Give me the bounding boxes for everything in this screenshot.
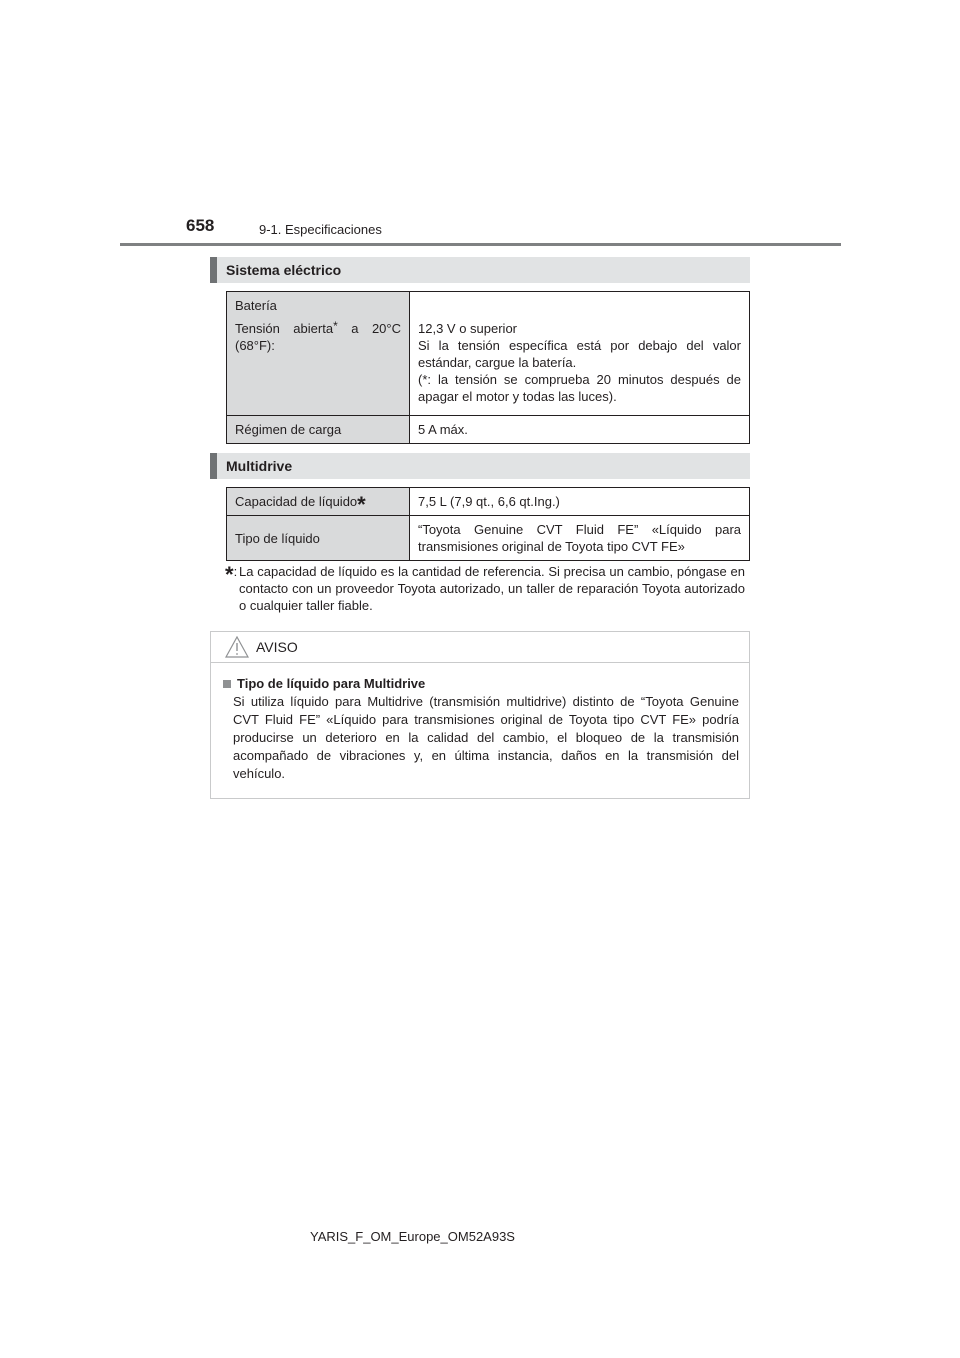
table-row bbox=[227, 488, 750, 516]
open-voltage-footnote: (*: la tensión se comprueba 20 minutos después de apagar el motor y todas las luces). bbox=[418, 372, 741, 404]
charge-rate-value: 5 A máx. bbox=[410, 416, 750, 444]
header-divider bbox=[120, 243, 841, 246]
multidrive-heading: Multidrive bbox=[210, 453, 750, 479]
open-voltage-note: Si la tensión específica está por debajo del valor estándar, cargue la batería. bbox=[418, 338, 741, 370]
capacity-value: 7,5 L (7,9 qt., 6,6 qt.Ing.) bbox=[410, 488, 750, 516]
battery-label: Batería bbox=[235, 298, 277, 313]
document-code: YARIS_F_OM_Europe_OM52A93S bbox=[310, 1229, 515, 1244]
electrical-table bbox=[226, 291, 750, 444]
footnote-text: La capacidad de líquido es la cantidad de referencia. Si precisa un cambio, póngase en contacto con un proveedor Toyota autorizado, un taller de reparación Toyota autorizado o cualquier taller fiable. bbox=[239, 564, 745, 613]
warning-item-heading: Tipo de líquido para Multidrive bbox=[223, 675, 739, 693]
charge-rate-label: Régimen de carga bbox=[227, 416, 410, 444]
table-row bbox=[227, 416, 750, 444]
page-number: 658 bbox=[186, 216, 215, 235]
footnote-marker: *: bbox=[225, 562, 238, 587]
capacity-footnote bbox=[225, 563, 745, 614]
battery-value-cell bbox=[410, 292, 750, 416]
warning-header bbox=[211, 632, 749, 663]
table-row bbox=[227, 516, 750, 561]
warning-triangle-icon bbox=[225, 636, 249, 658]
electrical-heading: Sistema eléctrico bbox=[210, 257, 750, 283]
table-row bbox=[227, 292, 750, 416]
open-voltage-value: 12,3 V o superior bbox=[418, 321, 518, 336]
warning-title: AVISO bbox=[256, 639, 298, 655]
warning-box bbox=[210, 631, 750, 799]
fluid-type-value: “Toyota Genuine CVT Fluid FE” «Líquido para transmisiones original de Toyota tipo CVT FE» bbox=[410, 516, 750, 561]
open-voltage-label: Tensión abierta* a 20°C (68°F): bbox=[235, 319, 401, 353]
warning-body bbox=[211, 663, 749, 783]
fluid-type-label: Tipo de líquido bbox=[227, 516, 410, 561]
battery-label-cell bbox=[227, 292, 410, 416]
square-bullet-icon bbox=[223, 680, 231, 688]
warning-item-text: Si utiliza líquido para Multidrive (transmisión multidrive) distinto de “Toyota Genuine CVT Fluid FE” «Líquido para transmisiones original de Toyota tipo CVT FE» podría producirse un deterioro en la calidad del cambio, el bloqueo de la transmisión acompañado de vibraciones y, en última instancia, daños en la transmisión del vehículo. bbox=[233, 694, 739, 781]
multidrive-table bbox=[226, 487, 750, 561]
section-title: 9-1. Especificaciones bbox=[259, 222, 382, 237]
capacity-label: Capacidad de líquido* bbox=[227, 488, 410, 516]
